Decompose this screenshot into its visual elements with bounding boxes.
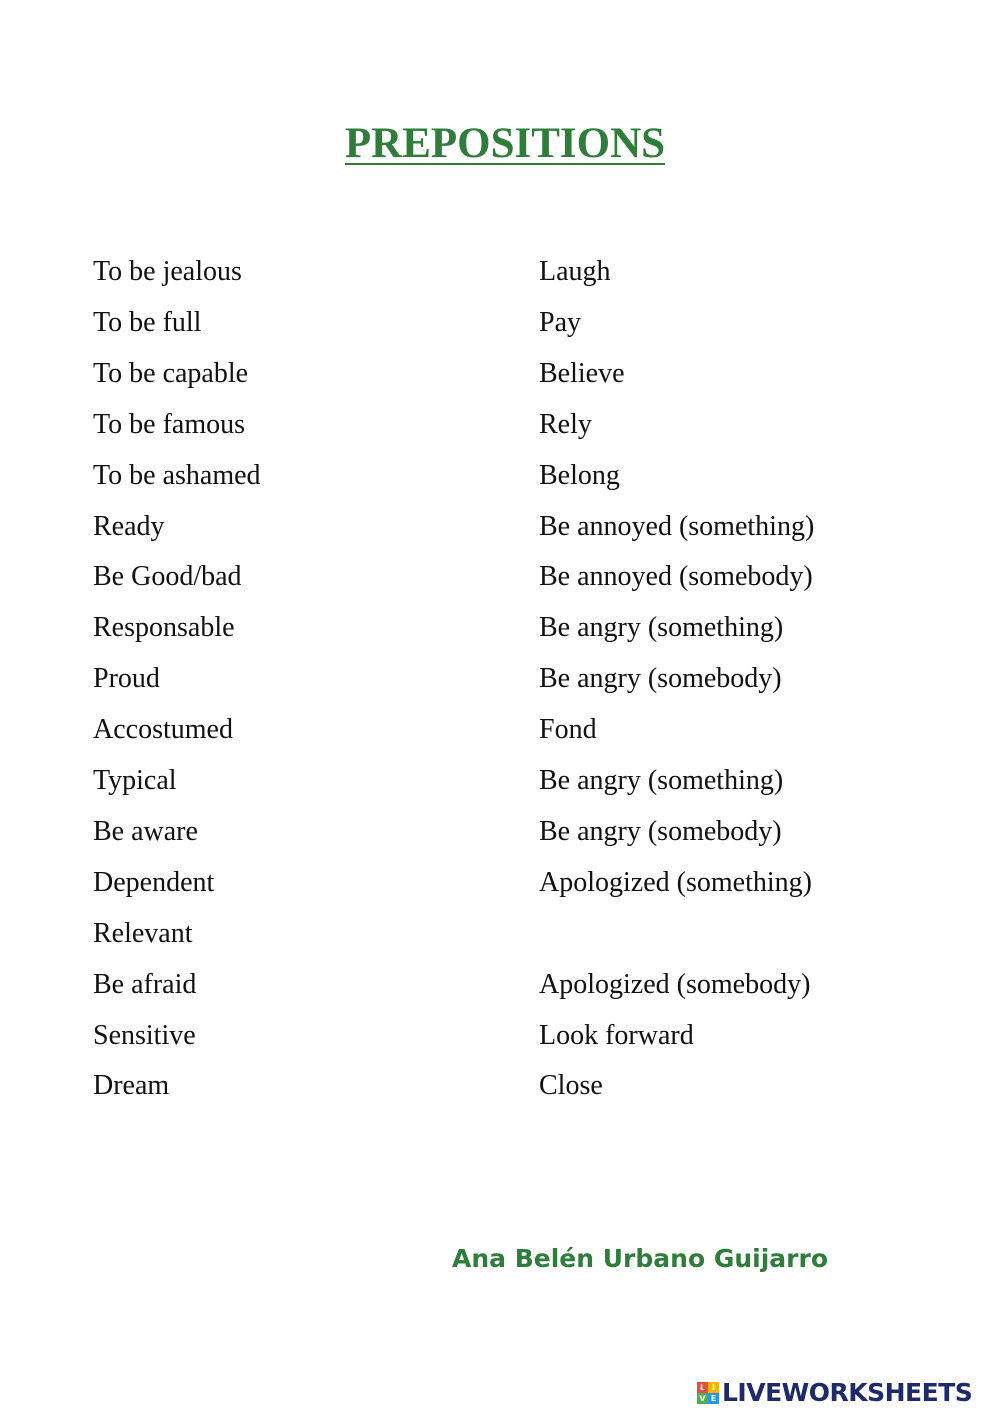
logo-letter: I: [708, 1382, 719, 1393]
list-item-left: Responsable: [93, 612, 235, 643]
list-item-right: Look forward: [539, 1020, 694, 1051]
list-item-right: Be angry (something): [539, 765, 784, 796]
list-item-left: Ready: [93, 511, 165, 542]
list-row: [0, 303, 1000, 343]
list-item-right: Be angry (somebody): [539, 663, 782, 694]
list-row: [0, 354, 1000, 394]
watermark-text: LIVEWORKSHEETS: [722, 1378, 973, 1407]
logo-letter: E: [708, 1393, 719, 1404]
list-row: [0, 863, 1000, 903]
list-row: [0, 812, 1000, 852]
list-row: [0, 914, 1000, 954]
list-item-right: Apologized (somebody): [539, 969, 811, 1000]
list-item-left: To be famous: [93, 409, 246, 440]
list-row: [0, 1016, 1000, 1056]
list-item-left: Sensitive: [93, 1020, 196, 1051]
liveworksheets-watermark: [697, 1377, 972, 1409]
list-row: [0, 456, 1000, 496]
list-row: [0, 608, 1000, 648]
list-item-right: Be annoyed (something): [539, 511, 815, 542]
list-row: [0, 405, 1000, 445]
list-item-left: Typical: [93, 765, 177, 796]
list-row: [0, 710, 1000, 750]
list-row: [0, 965, 1000, 1005]
list-row: [0, 659, 1000, 699]
page-title-text: PREPOSITIONS: [344, 120, 666, 167]
list-item-left: To be capable: [93, 358, 249, 389]
list-row: [0, 557, 1000, 597]
list-item-left: Be Good/bad: [93, 561, 242, 592]
list-item-right: Believe: [539, 358, 625, 389]
list-item-right: Rely: [539, 409, 592, 440]
list-item-right: Be angry (somebody): [539, 816, 782, 847]
list-item-right: Be angry (something): [539, 612, 784, 643]
page-title: [0, 118, 1000, 170]
list-item-right: Close: [539, 1070, 603, 1101]
list-item-right: Belong: [539, 460, 620, 491]
list-item-left: Proud: [93, 663, 160, 694]
list-item-left: Accostumed: [93, 714, 233, 745]
logo-letter: V: [697, 1393, 708, 1404]
list-row: [0, 1066, 1000, 1106]
liveworksheets-logo-icon: [697, 1382, 719, 1404]
author-name: Ana Belén Urbano Guijarro: [452, 1244, 828, 1273]
list-row: [0, 252, 1000, 292]
list-item-right: Fond: [539, 714, 597, 745]
list-item-left: Be afraid: [93, 969, 197, 1000]
list-item-left: Dream: [93, 1070, 170, 1101]
logo-letter: L: [697, 1382, 708, 1393]
list-item-right: Laugh: [539, 256, 611, 287]
list-item-left: Be aware: [93, 816, 198, 847]
list-item-left: To be ashamed: [93, 460, 261, 491]
list-row: [0, 507, 1000, 547]
list-row: [0, 761, 1000, 801]
list-item-left: To be jealous: [93, 256, 242, 287]
list-item-right: Be annoyed (somebody): [539, 561, 813, 592]
list-item-right: Apologized (something): [539, 867, 812, 898]
list-item-right: Pay: [539, 307, 581, 338]
list-item-left: To be full: [93, 307, 202, 338]
list-item-left: Dependent: [93, 867, 215, 898]
list-item-left: Relevant: [93, 918, 193, 949]
